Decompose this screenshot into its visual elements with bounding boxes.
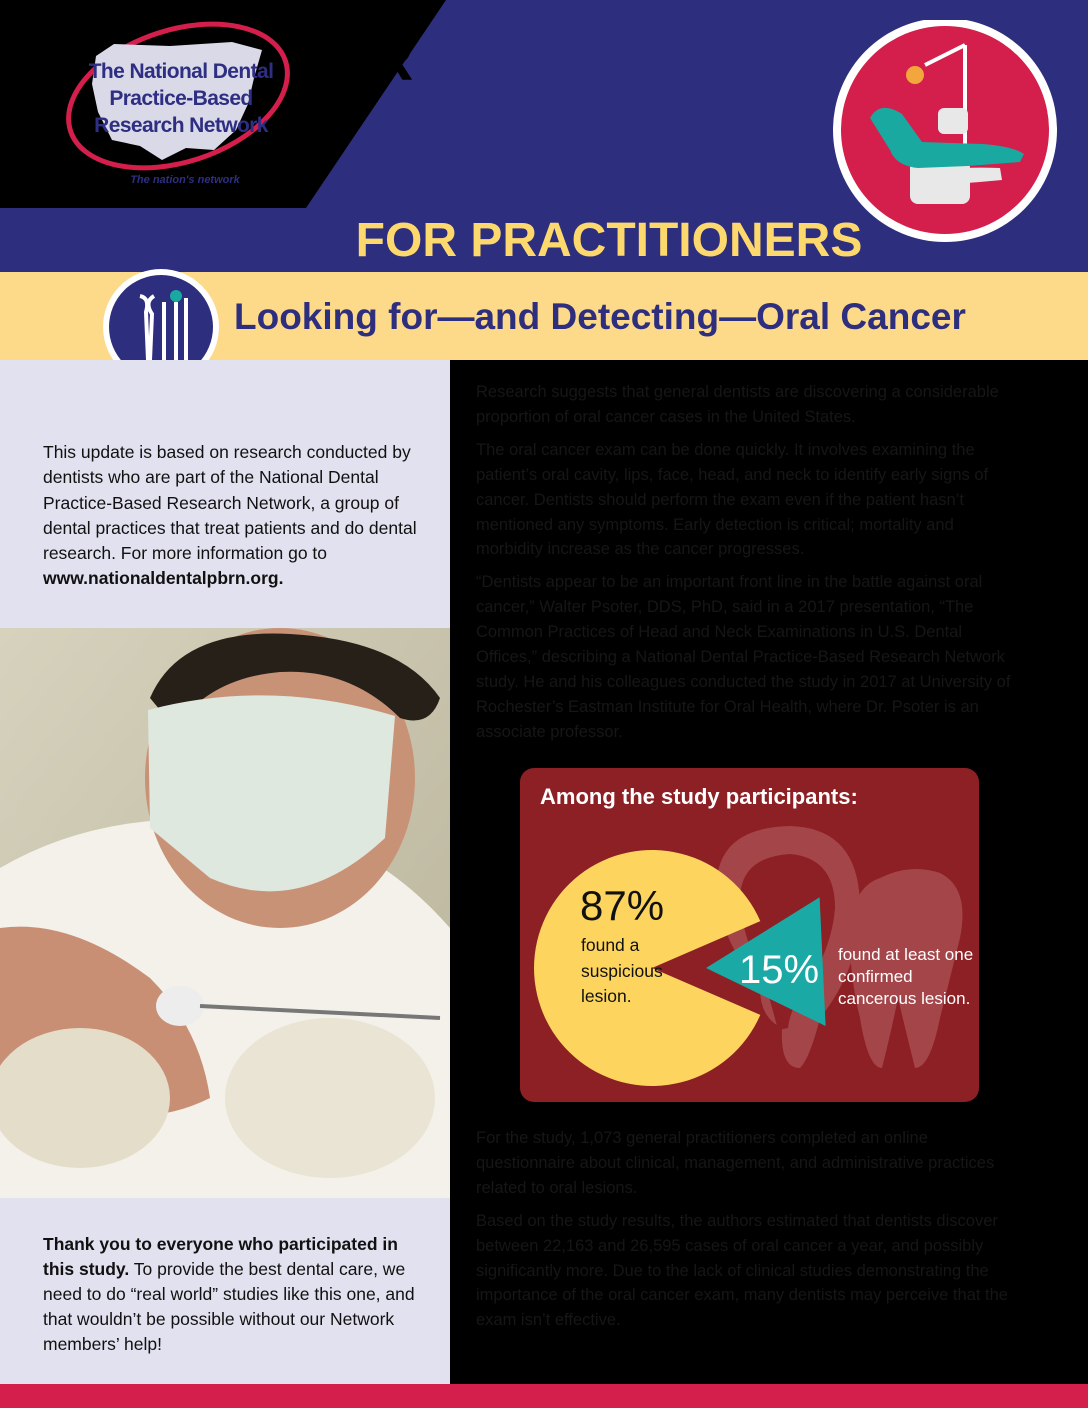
paragraph-2: The oral cancer exam can be done quickly. It involves examining the patient’s oral cavity, lips, face, head, and neck to identify early signs of cancer. Dentists should perform the exam even if the patient hasn’t mentioned any symptoms. Early detection is critical; mortality and morbidity increase as the cancer progresses. (476, 440, 989, 559)
thanks-bold: Thank you to everyone who participated in this study. (43, 1234, 398, 1279)
stat-87-value: 87% (580, 882, 665, 929)
paragraph-5: Based on the study results, the authors estimated that dentists discover between 22,163 and 26,595 cases of oral cancer a year, and possibly significantly more. Due to the lack of clinical studies demonstrating the importance of the oral cancer exam, many dentists may perceive that the exam isn’t effective. (476, 1211, 1008, 1330)
main-text-bottom (476, 1126, 1021, 1341)
subtitle: Looking for—and Detecting—Oral Cancer (234, 296, 966, 337)
stats-heading: Among the study participants: (540, 784, 858, 809)
org-logo (66, 58, 296, 139)
intro-text (43, 440, 423, 592)
intro-body: This update is based on research conducted by dentists who are part of the National Dental Practice-Based Research Network, a group of dental practices that treat patients and do dental research. For more information go to (43, 442, 417, 564)
org-name-line-2: Practice-Based (109, 87, 253, 110)
title-fragment: R (370, 26, 414, 93)
stat-87-label: found a suspicious lesion. (581, 935, 663, 1006)
paragraph-1: Research suggests that general dentists are discovering a considerable proportion of oral cancer cases in the United States. (476, 383, 999, 426)
page-title: FOR PRACTITIONERS (355, 214, 863, 267)
paragraph-3: “Dentists appear to be an important front line in the battle against oral cancer,” Walter Psoter, DDS, PhD, said in a 2017 presentation, “The Common Practices of Head and Neck Examinations in U.S. Dental Offices,” describing a National Dental Practice-Based Research Network study. He and his colleagues conducted the study in 2017 at University of Rochester’s Eastman Institute for Oral Health, where Dr. Psoter is an associate professor. (476, 573, 1011, 741)
footer-bar (0, 1384, 1088, 1408)
website-link[interactable]: www.nationaldentalpbrn.org. (43, 568, 284, 589)
stat-15-value: 15% (739, 948, 820, 992)
dentist-examining-patient-photo (0, 628, 450, 1198)
thanks-rest: To provide the best dental care, we need to do “real world” studies like this one, and that wouldn’t be possible without our Network members’ help! (43, 1259, 415, 1354)
org-name-line-1: The National Dental (88, 60, 274, 83)
org-tagline: The nation's network (130, 174, 240, 186)
paragraph-4: For the study, 1,073 general practitioners completed an online questionnaire about clinical, management, and administrative practices related to oral lesions. (476, 1129, 995, 1197)
org-name-line-3: Research Network (94, 114, 268, 137)
stat-15-label: found at least one confirmed cancerous lesion. (838, 945, 974, 1008)
main-text-top (476, 380, 1021, 753)
thanks-text (43, 1232, 423, 1357)
